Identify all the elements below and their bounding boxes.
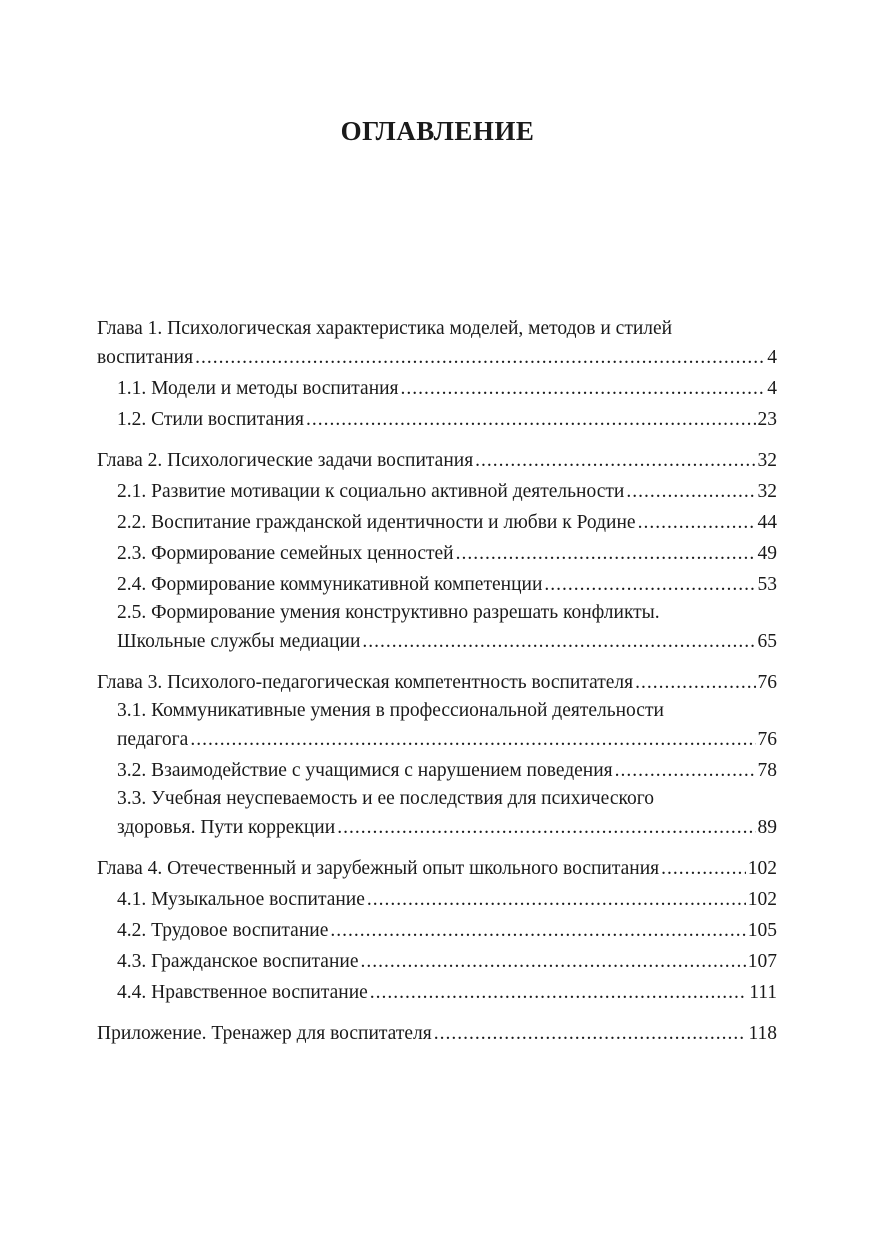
dot-leader bbox=[626, 476, 755, 507]
table-of-contents bbox=[97, 316, 777, 1049]
toc-entry-title: педагога bbox=[117, 729, 189, 750]
dot-leader bbox=[361, 946, 746, 977]
toc-entry[interactable] bbox=[97, 373, 777, 404]
toc-entry-title: 4.3. Гражданское воспитание bbox=[117, 951, 359, 972]
dot-leader bbox=[362, 626, 755, 657]
toc-page-number: 76 bbox=[757, 729, 777, 750]
toc-page-number: 107 bbox=[747, 951, 777, 972]
toc-entry[interactable] bbox=[97, 884, 777, 915]
toc-page-number: 118 bbox=[748, 1023, 777, 1044]
toc-page-number: 32 bbox=[757, 481, 777, 502]
toc-entry-title: 4.1. Музыкальное воспитание bbox=[117, 889, 365, 910]
dot-leader bbox=[306, 404, 756, 435]
toc-entry-title: Школьные службы медиации bbox=[117, 631, 361, 652]
dot-leader bbox=[434, 1018, 747, 1049]
dot-leader bbox=[544, 569, 755, 600]
toc-page-number: 23 bbox=[757, 409, 777, 430]
toc-entry-title: 2.3. Формирование семейных ценностей bbox=[117, 543, 454, 564]
dot-leader bbox=[370, 977, 747, 1008]
toc-entry[interactable] bbox=[97, 1018, 777, 1049]
toc-page-number: 49 bbox=[757, 543, 777, 564]
toc-entry-title: Глава 4. Отечественный и зарубежный опыт школьного воспитания bbox=[97, 858, 660, 879]
toc-entry-title: 2.4. Формирование коммуникативной компетенции bbox=[117, 574, 543, 595]
toc-page-number: 102 bbox=[747, 889, 777, 910]
dot-leader bbox=[195, 342, 765, 373]
dot-leader bbox=[367, 884, 746, 915]
toc-entry[interactable] bbox=[97, 755, 777, 786]
toc-entry[interactable] bbox=[97, 404, 777, 435]
toc-entry-title: 4.2. Трудовое воспитание bbox=[117, 920, 329, 941]
dot-leader bbox=[475, 445, 755, 476]
toc-entry-title: 1.1. Модели и методы воспитания bbox=[117, 378, 399, 399]
page-title: ОГЛАВЛЕНИЕ bbox=[340, 116, 535, 146]
dot-leader bbox=[330, 915, 745, 946]
dot-leader bbox=[661, 853, 746, 884]
toc-entry-title: Глава 2. Психологические задачи воспитания bbox=[97, 450, 474, 471]
dot-leader bbox=[401, 373, 766, 404]
toc-entry[interactable] bbox=[97, 507, 777, 538]
toc-entry[interactable] bbox=[97, 915, 777, 946]
toc-entry-title-line: 3.3. Учебная неуспеваемость и ее последствия для психического bbox=[117, 788, 654, 809]
toc-page-number: 4 bbox=[767, 378, 777, 399]
dot-leader bbox=[456, 538, 756, 569]
toc-entry[interactable] bbox=[97, 977, 777, 1008]
toc-entry-title-line: Глава 1. Психологическая характеристика моделей, методов и стилей bbox=[97, 318, 673, 339]
toc-entry[interactable] bbox=[97, 667, 777, 698]
toc-entry-title: Приложение. Тренажер для воспитателя bbox=[97, 1023, 432, 1044]
toc-page-number: 102 bbox=[747, 858, 777, 879]
toc-entry-title: воспитания bbox=[97, 347, 194, 368]
toc-entry[interactable] bbox=[97, 946, 777, 977]
toc-entry[interactable] bbox=[97, 853, 777, 884]
dot-leader bbox=[190, 724, 755, 755]
dot-leader bbox=[638, 507, 756, 538]
dot-leader bbox=[635, 667, 755, 698]
toc-entry-title: 1.2. Стили воспитания bbox=[117, 409, 304, 430]
toc-page-number: 78 bbox=[757, 760, 777, 781]
toc-entry-title-line: 3.1. Коммуникативные умения в профессиональной деятельности bbox=[117, 700, 664, 721]
toc-page-number: 89 bbox=[757, 817, 777, 838]
toc-entry[interactable] bbox=[97, 445, 777, 476]
toc-page-number: 53 bbox=[757, 574, 777, 595]
toc-page-number: 4 bbox=[767, 347, 777, 368]
toc-entry-title: Глава 3. Психолого-педагогическая компетентность воспитателя bbox=[97, 672, 634, 693]
dot-leader bbox=[337, 812, 755, 843]
toc-page-number: 111 bbox=[749, 982, 777, 1003]
toc-entry[interactable] bbox=[97, 698, 777, 755]
dot-leader bbox=[615, 755, 756, 786]
toc-entry[interactable] bbox=[97, 316, 777, 373]
toc-entry[interactable] bbox=[97, 476, 777, 507]
toc-entry-title: 4.4. Нравственное воспитание bbox=[117, 982, 368, 1003]
toc-page-number: 32 bbox=[757, 450, 777, 471]
toc-entry-title: 2.2. Воспитание гражданской идентичности и любви к Родине bbox=[117, 512, 636, 533]
toc-page-number: 65 bbox=[757, 631, 777, 652]
toc-entry-title-line: 2.5. Формирование умения конструктивно разрешать конфликты. bbox=[117, 602, 660, 623]
toc-entry[interactable] bbox=[97, 786, 777, 843]
toc-entry-title: здоровья. Пути коррекции bbox=[117, 817, 336, 838]
toc-entry-title: 3.2. Взаимодействие с учащимися с нарушением поведения bbox=[117, 760, 613, 781]
toc-page-number: 44 bbox=[757, 512, 777, 533]
toc-entry[interactable] bbox=[97, 569, 777, 600]
toc-page-number: 105 bbox=[747, 920, 777, 941]
toc-entry-title: 2.1. Развитие мотивации к социально активной деятельности bbox=[117, 481, 625, 502]
toc-entry[interactable] bbox=[97, 600, 777, 657]
toc-page-number: 76 bbox=[757, 672, 777, 693]
toc-entry[interactable] bbox=[97, 538, 777, 569]
